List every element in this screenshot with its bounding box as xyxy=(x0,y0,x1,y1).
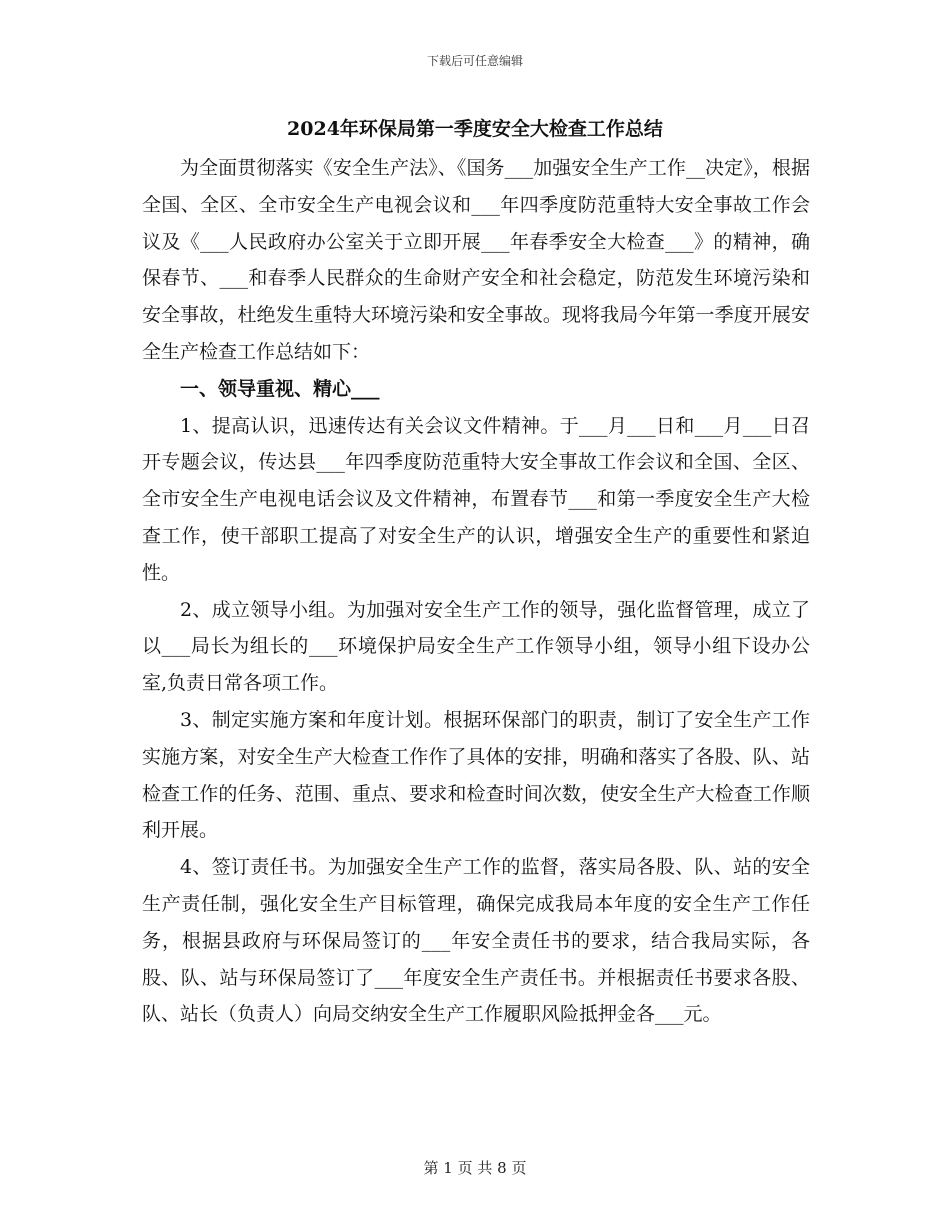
page-header-note: 下载后可任意编辑 xyxy=(426,54,523,68)
page-number-footer: 第 1 页 共 8 页 xyxy=(423,1159,527,1177)
list-item: 2、成立领导小组。为加强对安全生产工作的领导，强化监督管理，成立了以___局长为组长的___环境保护局安全生产工作领导小组，领导小组下设办公室,负责日常各项工作。 xyxy=(142,598,810,695)
section-heading: 一、领导重视、精心___ xyxy=(180,377,380,400)
document-title: 2024年环保局第一季度安全大检查工作总结 xyxy=(287,118,663,140)
intro-paragraph: 为全面贯彻落实《安全生产法》、《国务___加强安全生产工作__决定》，根据全国、全区、全市安全生产电视会议和___年四季度防范重特大安全事故工作会议及《___人民政府办公室关于立即开展___年春季安全大检查___》的精神，确保春节、___和春季人民群众的生命财产安全和社会稳定，防范发生环境污染和安全事故，杜绝发生重特大环境污染和安全事故。现将我局今年第一季度开展安全生产检查工作总结如下： xyxy=(142,157,810,363)
document-body xyxy=(142,150,810,1033)
list-item: 1、提高认识，迅速传达有关会议文件精神。于___月___日和___月___日召开专题会议，传达县___年四季度防范重特大安全事故工作会议和全国、全区、全市安全生产电视电话会议及文件精神，布置春节___和第一季度安全生产大检查工作，使干部职工提高了对安全生产的认识，增强安全生产的重要性和紧迫性。 xyxy=(142,414,810,584)
list-item: 3、制定实施方案和年度计划。根据环保部门的职责，制订了安全生产工作实施方案，对安全生产大检查工作作了具体的安排，明确和落实了各股、队、站检查工作的任务、范围、重点、要求和检查时间次数，使安全生产大检查工作顺利开展。 xyxy=(142,708,810,842)
list-item: 4、签订责任书。为加强安全生产工作的监督，落实局各股、队、站的安全生产责任制，强化安全生产目标管理，确保完成我局本年度的安全生产工作任务，根据县政府与环保局签订的___年安全责任书的要求，结合我局实际，各股、队、站与环保局签订了___年度安全生产责任书。并根据责任书要求各股、队、站长（负责人）向局交纳安全生产工作履职风险抵押金各___元。 xyxy=(142,856,810,1026)
